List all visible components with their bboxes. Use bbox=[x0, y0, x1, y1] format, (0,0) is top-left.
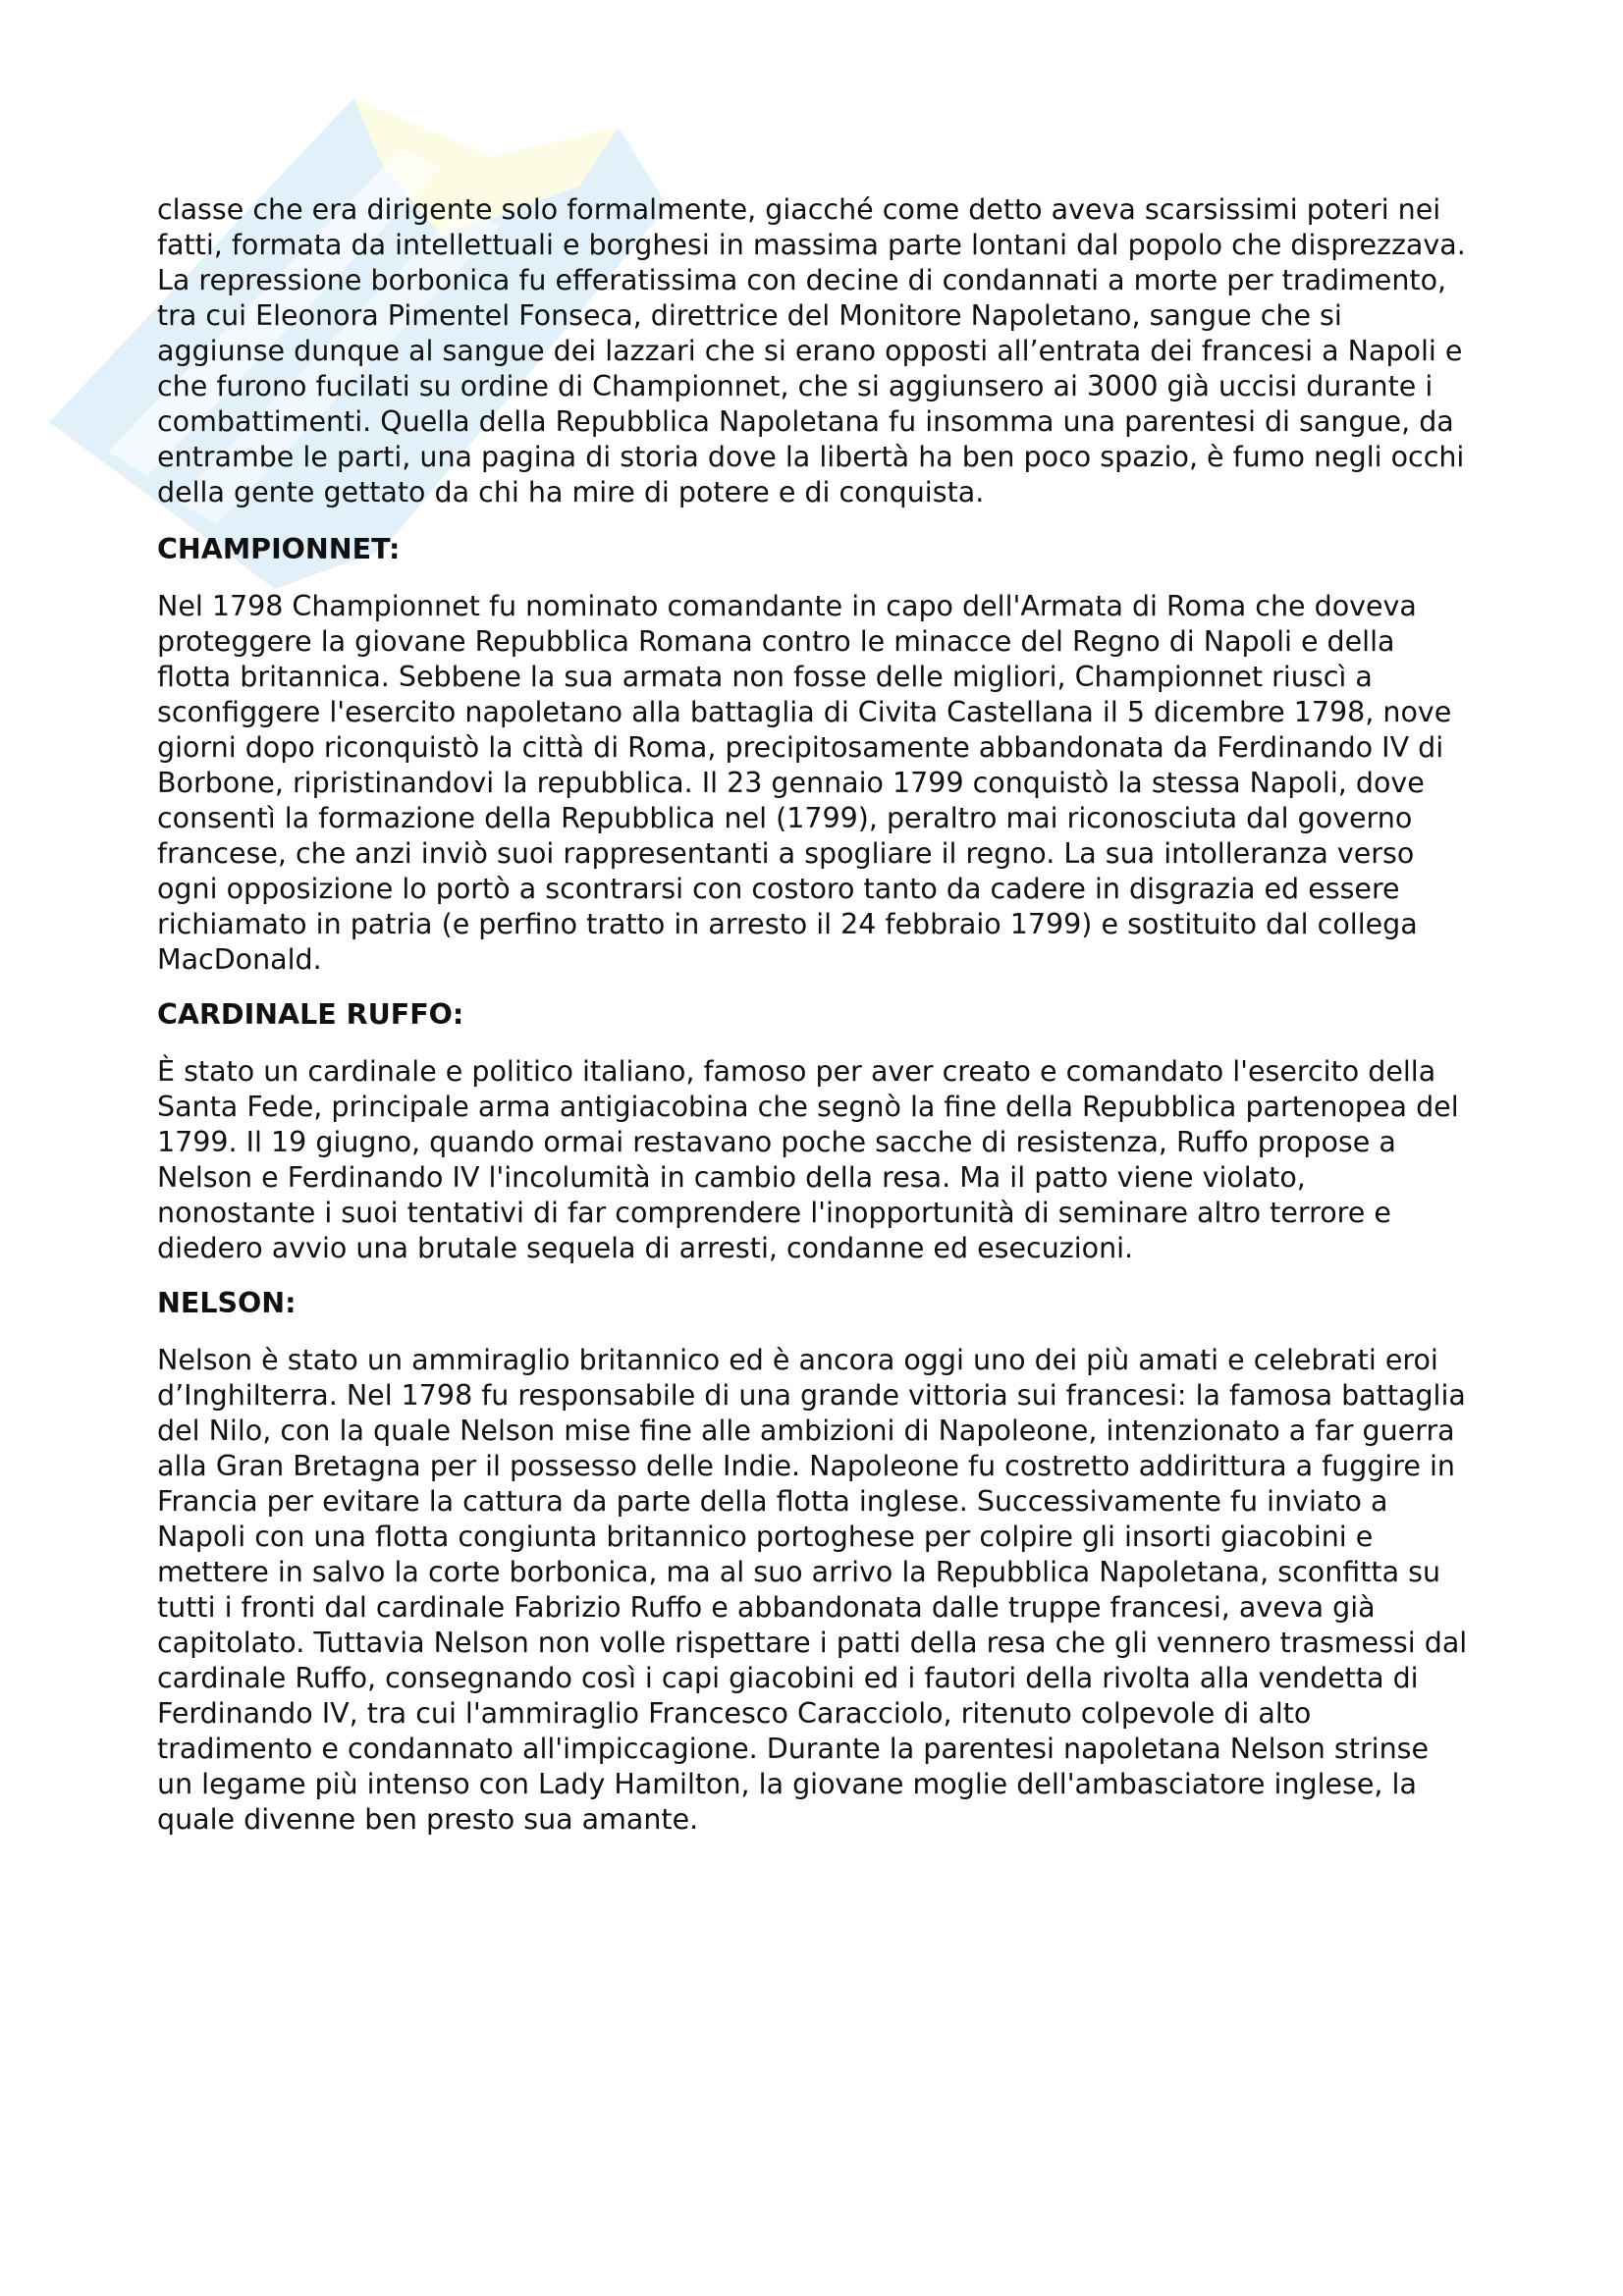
nelson-heading: NELSON: bbox=[157, 1287, 297, 1319]
intro-paragraph: classe che era dirigente solo formalmente, giacché come detto aveva scarsissimi poteri nei fatti, formata da intellettuali e borghesi in massima parte lontani dal popolo che disprezzava. La repressione borbonica fu efferatissima con decine di condannati a morte per tradimento, tra cui Eleonora Pimentel Fonseca, direttrice del Monitore Napoletano, sangue che si aggiunse dunque al sangue dei lazzari che si erano opposti all’entrata dei francesi a Napoli e che furono fucilati su ordine di Championnet, che si aggiunsero ai 3000 già uccisi durante i combattimenti. Quella della Repubblica Napoletana fu insomma una parentesi di sangue, da entrambe le parti, una pagina di storia dove la libertà ha ben poco spazio, è fumo negli occhi della gente gettato da chi ha mire di potere e di conquista. bbox=[157, 193, 1466, 508]
cardinale-ruffo-heading: CARDINALE RUFFO: bbox=[157, 998, 464, 1031]
document-page bbox=[157, 192, 1473, 1838]
championnet-heading: CHAMPIONNET: bbox=[157, 533, 401, 565]
nelson-paragraph: Nelson è stato un ammiraglio britannico ed è ancora oggi uno dei più amati e celebrati eroi d’Inghilterra. Nel 1798 fu responsabile di una grande vittoria sui francesi: la famosa battaglia del Nilo, con la quale Nelson mise fine alle ambizioni di Napoleone, intenzionato a far guerra alla Gran Bretagna per il possesso delle Indie. Napoleone fu costretto addirittura a fuggire in Francia per evitare la cattura da parte della flotta inglese. Successivamente fu inviato a Napoli con una flotta congiunta britannico portoghese per colpire gli insorti giacobini e mettere in salvo la corte borbonica, ma al suo arrivo la Repubblica Napoletana, sconfitta su tutti i fronti dal cardinale Fabrizio Ruffo e abbandonata dalle truppe francesi, aveva già capitolato. Tuttavia Nelson non volle rispettare i patti della resa che gli vennero trasmessi dal cardinale Ruffo, consegnando così i capi giacobini ed i fautori della rivolta alla vendetta di Ferdinando IV, tra cui l'ammiraglio Francesco Caracciolo, ritenuto colpevole di alto tradimento e condannato all'impiccagione. Durante la parentesi napoletana Nelson strinse un legame più intenso con Lady Hamilton, la giovane moglie dell'ambasciatore inglese, la quale divenne ben presto sua amante. bbox=[157, 1344, 1468, 1836]
championnet-paragraph: Nel 1798 Championnet fu nominato comandante in capo dell'Armata di Roma che doveva proteggere la giovane Repubblica Romana contro le minacce del Regno di Napoli e della flotta britannica. Sebbene la sua armata non fosse delle migliori, Championnet riuscì a sconfiggere l'esercito napoletano alla battaglia di Civita Castellana il 5 dicembre 1798, nove giorni dopo riconquistò la città di Roma, precipitosamente abbandonata da Ferdinando IV di Borbone, ripristinandovi la repubblica. Il 23 gennaio 1799 conquistò la stessa Napoli, dove consentì la formazione della Repubblica nel (1799), peraltro mai riconosciuta dal governo francese, che anzi inviò suoi rappresentanti a spogliare il regno. La sua intolleranza verso ogni opposizione lo portò a scontrarsi con costoro tanto da cadere in disgrazia ed essere richiamato in patria (e perfino tratto in arresto il 24 febbraio 1799) e sostituito dal collega MacDonald. bbox=[157, 590, 1452, 976]
cardinale-ruffo-paragraph: È stato un cardinale e politico italiano, famoso per aver creato e comandato l'esercito della Santa Fede, principale arma antigiacobina che segnò la fine della Repubblica partenopea del 1799. Il 19 giugno, quando ormai restavano poche sacche di resistenza, Ruffo propose a Nelson e Ferdinando IV l'incolumità in cambio della resa. Ma il patto viene violato, nonostante i suoi tentativi di far comprendere l'inopportunità di seminare altro terrore e diedero avvio una brutale sequela di arresti, condanne ed esecuzioni. bbox=[157, 1055, 1459, 1264]
